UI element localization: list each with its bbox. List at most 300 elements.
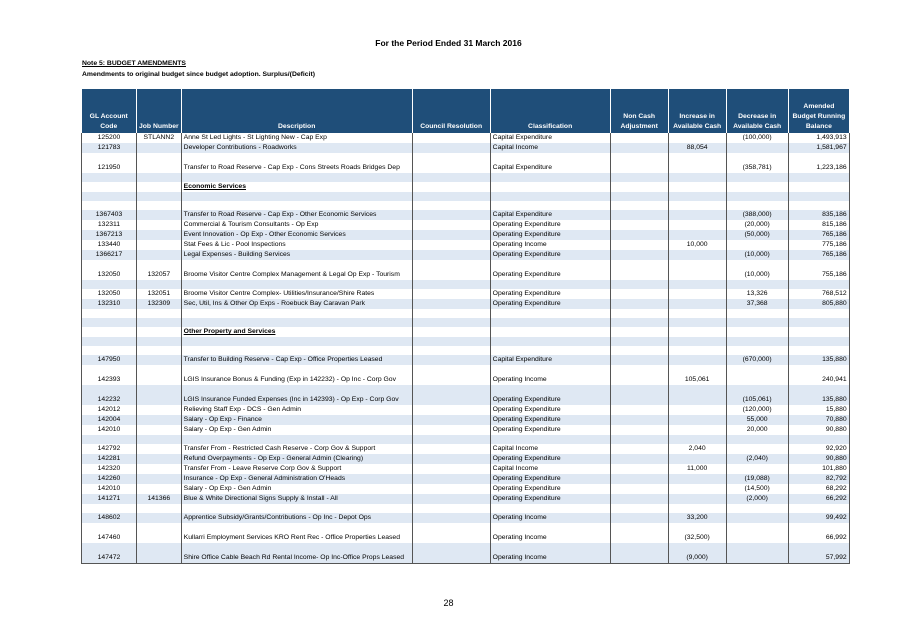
- non-cash-cell: [610, 337, 668, 346]
- balance-cell: [788, 182, 849, 192]
- non-cash-cell: [610, 355, 668, 365]
- council-resolution-cell: [412, 192, 490, 201]
- council-resolution-cell: [412, 153, 490, 173]
- council-resolution-cell: [412, 133, 490, 143]
- non-cash-cell: [610, 385, 668, 405]
- increase-cell: 33,200: [668, 513, 726, 523]
- classification-cell: [490, 435, 610, 444]
- classification-cell: Capital Income: [490, 143, 610, 153]
- classification-cell: Operating Expenditure: [490, 425, 610, 435]
- decrease-cell: (388,000): [726, 210, 788, 220]
- non-cash-cell: [610, 543, 668, 564]
- decrease-cell: [726, 513, 788, 523]
- job-number-cell: 132057: [137, 260, 182, 280]
- increase-cell: [668, 415, 726, 425]
- decrease-cell: (50,000): [726, 230, 788, 240]
- table-row: [82, 454, 850, 464]
- gl-code-cell: 142260: [82, 474, 137, 484]
- table-row: [82, 523, 850, 543]
- job-number-cell: [137, 425, 182, 435]
- increase-cell: [668, 182, 726, 192]
- table-row: [82, 385, 850, 405]
- classification-cell: [490, 280, 610, 289]
- job-number-cell: [137, 385, 182, 405]
- decrease-cell: 55,000: [726, 415, 788, 425]
- classification-cell: Operating Expenditure: [490, 405, 610, 415]
- increase-cell: [668, 173, 726, 182]
- non-cash-cell: [610, 220, 668, 230]
- classification-cell: [490, 182, 610, 192]
- council-resolution-cell: [412, 230, 490, 240]
- description-cell: Commercial & Tourism Consultants - Op Exp: [181, 220, 412, 230]
- increase-cell: [668, 309, 726, 318]
- non-cash-cell: [610, 474, 668, 484]
- non-cash-cell: [610, 405, 668, 415]
- gl-code-cell: 142320: [82, 464, 137, 474]
- section-heading-row: [82, 182, 850, 192]
- balance-cell: 99,492: [788, 513, 849, 523]
- decrease-cell: [726, 173, 788, 182]
- decrease-cell: (120,000): [726, 405, 788, 415]
- balance-cell: 135,880: [788, 385, 849, 405]
- decrease-cell: [726, 523, 788, 543]
- classification-cell: Capital Expenditure: [490, 153, 610, 173]
- classification-cell: Operating Expenditure: [490, 220, 610, 230]
- increase-cell: (32,500): [668, 523, 726, 543]
- table-row: [82, 415, 850, 425]
- description-cell: Transfer From - Leave Reserve Corp Gov & Support: [181, 464, 412, 474]
- description-cell: [181, 173, 412, 182]
- council-resolution-cell: [412, 415, 490, 425]
- non-cash-cell: [610, 210, 668, 220]
- gl-code-cell: [82, 504, 137, 513]
- description-cell: Transfer to Building Reserve - Cap Exp - Office Properties Leased: [181, 355, 412, 365]
- balance-cell: [788, 327, 849, 337]
- gl-code-cell: 147472: [82, 543, 137, 564]
- spacer-row: [82, 192, 850, 201]
- table-row: [82, 240, 850, 250]
- table-row: [82, 474, 850, 484]
- section-heading-row: [82, 327, 850, 337]
- balance-cell: 15,880: [788, 405, 849, 415]
- table-row: [82, 230, 850, 240]
- balance-cell: 66,992: [788, 523, 849, 543]
- job-number-cell: [137, 192, 182, 201]
- non-cash-cell: [610, 192, 668, 201]
- council-resolution-cell: [412, 260, 490, 280]
- job-number-cell: [137, 327, 182, 337]
- page-number: 28: [443, 598, 454, 608]
- col-classification: Classification: [490, 89, 610, 133]
- table-row: [82, 289, 850, 299]
- council-resolution-cell: [412, 494, 490, 504]
- job-number-cell: [137, 355, 182, 365]
- balance-cell: 135,880: [788, 355, 849, 365]
- description-cell: [181, 435, 412, 444]
- non-cash-cell: [610, 153, 668, 173]
- col-gl-account: GL Account Code: [82, 89, 137, 133]
- decrease-cell: (2,000): [726, 494, 788, 504]
- table-row: [82, 133, 850, 143]
- classification-cell: [490, 327, 610, 337]
- gl-code-cell: [82, 280, 137, 289]
- table-row: [82, 365, 850, 385]
- council-resolution-cell: [412, 474, 490, 484]
- non-cash-cell: [610, 133, 668, 143]
- increase-cell: [668, 210, 726, 220]
- table-row: [82, 260, 850, 280]
- balance-cell: 57,992: [788, 543, 849, 564]
- balance-cell: [788, 318, 849, 327]
- council-resolution-cell: [412, 355, 490, 365]
- job-number-cell: [137, 337, 182, 346]
- council-resolution-cell: [412, 464, 490, 474]
- job-number-cell: [137, 543, 182, 564]
- description-cell: Salary - Op Exp - Gen Admin: [181, 484, 412, 494]
- decrease-cell: 37,368: [726, 299, 788, 309]
- job-number-cell: STLANN2: [137, 133, 182, 143]
- job-number-cell: [137, 201, 182, 210]
- classification-cell: [490, 504, 610, 513]
- description-cell: Developer Contributions - Roadworks: [181, 143, 412, 153]
- decrease-cell: [726, 240, 788, 250]
- gl-code-cell: 142281: [82, 454, 137, 464]
- col-balance: Amended Budget Running Balance: [788, 89, 849, 133]
- non-cash-cell: [610, 260, 668, 280]
- gl-code-cell: 147460: [82, 523, 137, 543]
- gl-code-cell: 121950: [82, 153, 137, 173]
- col-increase: Increase in Available Cash: [668, 89, 726, 133]
- spacer-row: [82, 173, 850, 182]
- increase-cell: [668, 346, 726, 355]
- decrease-cell: [726, 318, 788, 327]
- council-resolution-cell: [412, 504, 490, 513]
- balance-cell: [788, 435, 849, 444]
- gl-code-cell: [82, 182, 137, 192]
- job-number-cell: [137, 444, 182, 454]
- increase-cell: 105,061: [668, 365, 726, 385]
- gl-code-cell: [82, 435, 137, 444]
- description-cell: [181, 504, 412, 513]
- classification-cell: Operating Expenditure: [490, 299, 610, 309]
- job-number-cell: [137, 405, 182, 415]
- classification-cell: [490, 346, 610, 355]
- council-resolution-cell: [412, 327, 490, 337]
- council-resolution-cell: [412, 220, 490, 230]
- description-cell: [181, 337, 412, 346]
- section-heading: Other Property and Services: [183, 328, 276, 335]
- classification-cell: Operating Income: [490, 523, 610, 543]
- job-number-cell: [137, 210, 182, 220]
- gl-code-cell: 132050: [82, 289, 137, 299]
- decrease-cell: 20,000: [726, 425, 788, 435]
- gl-code-cell: [82, 337, 137, 346]
- council-resolution-cell: [412, 280, 490, 289]
- increase-cell: [668, 260, 726, 280]
- description-cell: Transfer to Road Reserve - Cap Exp - Cons Streets Roads Bridges Dep: [181, 153, 412, 173]
- gl-code-cell: 1367213: [82, 230, 137, 240]
- council-resolution-cell: [412, 250, 490, 260]
- increase-cell: [668, 355, 726, 365]
- council-resolution-cell: [412, 543, 490, 564]
- non-cash-cell: [610, 494, 668, 504]
- gl-code-cell: [82, 346, 137, 355]
- description-cell: Legal Expenses - Building Services: [181, 250, 412, 260]
- classification-cell: Operating Expenditure: [490, 454, 610, 464]
- non-cash-cell: [610, 289, 668, 299]
- non-cash-cell: [610, 523, 668, 543]
- description-cell: Broome Visitor Centre Complex- Utilities/Insurance/Shire Rates: [181, 289, 412, 299]
- non-cash-cell: [610, 250, 668, 260]
- note-subtitle: Amendments to original budget since budget adoption. Surplus/(Deficit): [82, 71, 315, 78]
- description-cell: Insurance - Op Exp - General Administration O'Heads: [181, 474, 412, 484]
- classification-cell: Operating Expenditure: [490, 385, 610, 405]
- description-cell: Transfer From - Restricted Cash Reserve - Corp Gov & Support: [181, 444, 412, 454]
- table-row: [82, 210, 850, 220]
- balance-cell: [788, 346, 849, 355]
- table-row: [82, 299, 850, 309]
- council-resolution-cell: [412, 240, 490, 250]
- description-cell: LGIS Insurance Bonus & Funding (Exp in 142232) - Op Inc - Corp Gov: [181, 365, 412, 385]
- balance-cell: [788, 309, 849, 318]
- decrease-cell: [726, 192, 788, 201]
- increase-cell: [668, 153, 726, 173]
- job-number-cell: [137, 250, 182, 260]
- increase-cell: [668, 201, 726, 210]
- report-period-title: For the Period Ended 31 March 2016: [375, 38, 522, 48]
- non-cash-cell: [610, 280, 668, 289]
- classification-cell: Capital Expenditure: [490, 133, 610, 143]
- description-cell: Event Innovation - Op Exp - Other Economic Services: [181, 230, 412, 240]
- gl-code-cell: [82, 327, 137, 337]
- table-row: [82, 250, 850, 260]
- classification-cell: Capital Income: [490, 444, 610, 454]
- decrease-cell: [726, 309, 788, 318]
- job-number-cell: [137, 318, 182, 327]
- balance-cell: [788, 504, 849, 513]
- increase-cell: [668, 327, 726, 337]
- council-resolution-cell: [412, 143, 490, 153]
- job-number-cell: [137, 143, 182, 153]
- classification-cell: [490, 173, 610, 182]
- increase-cell: [668, 494, 726, 504]
- decrease-cell: [726, 143, 788, 153]
- non-cash-cell: [610, 435, 668, 444]
- balance-cell: 240,941: [788, 365, 849, 385]
- gl-code-cell: 142010: [82, 484, 137, 494]
- classification-cell: [490, 337, 610, 346]
- description-cell: LGIS Insurance Funded Expenses (Inc in 142393) - Op Exp - Corp Gov: [181, 385, 412, 405]
- council-resolution-cell: [412, 454, 490, 464]
- job-number-cell: 132051: [137, 289, 182, 299]
- gl-code-cell: 142004: [82, 415, 137, 425]
- balance-cell: [788, 173, 849, 182]
- increase-cell: 88,054: [668, 143, 726, 153]
- balance-cell: 92,920: [788, 444, 849, 454]
- description-cell: [181, 280, 412, 289]
- spacer-row: [82, 346, 850, 355]
- classification-cell: Operating Expenditure: [490, 415, 610, 425]
- non-cash-cell: [610, 318, 668, 327]
- table-row: [82, 464, 850, 474]
- decrease-cell: [726, 504, 788, 513]
- table-row: [82, 153, 850, 173]
- council-resolution-cell: [412, 299, 490, 309]
- council-resolution-cell: [412, 513, 490, 523]
- description-cell: [181, 346, 412, 355]
- spacer-row: [82, 435, 850, 444]
- description-cell: Transfer to Road Reserve - Cap Exp - Other Economic Services: [181, 210, 412, 220]
- increase-cell: [668, 280, 726, 289]
- balance-cell: [788, 201, 849, 210]
- non-cash-cell: [610, 327, 668, 337]
- job-number-cell: [137, 464, 182, 474]
- description-cell: [181, 192, 412, 201]
- col-description: Description: [181, 89, 412, 133]
- council-resolution-cell: [412, 425, 490, 435]
- non-cash-cell: [610, 504, 668, 513]
- council-resolution-cell: [412, 201, 490, 210]
- job-number-cell: [137, 173, 182, 182]
- increase-cell: [668, 454, 726, 464]
- table-row: [82, 425, 850, 435]
- description-cell: Sec, Util, Ins & Other Op Exps - Roebuck Bay Caravan Park: [181, 299, 412, 309]
- non-cash-cell: [610, 346, 668, 355]
- classification-cell: [490, 192, 610, 201]
- gl-code-cell: 125200: [82, 133, 137, 143]
- decrease-cell: (670,000): [726, 355, 788, 365]
- gl-code-cell: 147950: [82, 355, 137, 365]
- job-number-cell: [137, 240, 182, 250]
- classification-cell: Operating Expenditure: [490, 260, 610, 280]
- balance-cell: [788, 337, 849, 346]
- description-cell: Kullarri Employment Services KRO Rent Rec - Office Properties Leased: [181, 523, 412, 543]
- balance-cell: 1,581,967: [788, 143, 849, 153]
- table-row: [82, 444, 850, 454]
- job-number-cell: [137, 280, 182, 289]
- council-resolution-cell: [412, 182, 490, 192]
- section-heading: Economic Services: [183, 183, 246, 190]
- classification-cell: Capital Expenditure: [490, 210, 610, 220]
- col-council-resolution: Council Resolution: [412, 89, 490, 133]
- classification-cell: Capital Expenditure: [490, 355, 610, 365]
- decrease-cell: (10,000): [726, 250, 788, 260]
- non-cash-cell: [610, 230, 668, 240]
- table-row: [82, 143, 850, 153]
- job-number-cell: 141366: [137, 494, 182, 504]
- description-cell: Refund Overpayments - Op Exp - General Admin (Clearing): [181, 454, 412, 464]
- decrease-cell: [726, 444, 788, 454]
- increase-cell: [668, 435, 726, 444]
- increase-cell: [668, 133, 726, 143]
- decrease-cell: [726, 543, 788, 564]
- gl-code-cell: [82, 318, 137, 327]
- council-resolution-cell: [412, 346, 490, 355]
- classification-cell: Operating Income: [490, 365, 610, 385]
- council-resolution-cell: [412, 337, 490, 346]
- non-cash-cell: [610, 484, 668, 494]
- non-cash-cell: [610, 444, 668, 454]
- non-cash-cell: [610, 240, 668, 250]
- gl-code-cell: 132311: [82, 220, 137, 230]
- classification-cell: Operating Income: [490, 543, 610, 564]
- increase-cell: [668, 337, 726, 346]
- increase-cell: [668, 250, 726, 260]
- job-number-cell: [137, 153, 182, 173]
- gl-code-cell: 142232: [82, 385, 137, 405]
- job-number-cell: [137, 309, 182, 318]
- non-cash-cell: [610, 454, 668, 464]
- non-cash-cell: [610, 201, 668, 210]
- job-number-cell: [137, 220, 182, 230]
- description-cell: [181, 327, 412, 337]
- balance-cell: 835,186: [788, 210, 849, 220]
- gl-code-cell: 141271: [82, 494, 137, 504]
- job-number-cell: [137, 484, 182, 494]
- table-row: [82, 220, 850, 230]
- gl-code-cell: 142010: [82, 425, 137, 435]
- council-resolution-cell: [412, 210, 490, 220]
- council-resolution-cell: [412, 523, 490, 543]
- balance-cell: 90,880: [788, 454, 849, 464]
- gl-code-cell: [82, 309, 137, 318]
- decrease-cell: [726, 182, 788, 192]
- balance-cell: 101,880: [788, 464, 849, 474]
- description-cell: Broome Visitor Centre Complex Management & Legal Op Exp - Tourism: [181, 260, 412, 280]
- balance-cell: 1,223,186: [788, 153, 849, 173]
- description-cell: Stat Fees & Lic - Pool Inspections: [181, 240, 412, 250]
- gl-code-cell: 132310: [82, 299, 137, 309]
- description-cell: Salary - Op Exp - Gen Admin: [181, 425, 412, 435]
- increase-cell: 2,040: [668, 444, 726, 454]
- description-cell: Salary - Op Exp - Finance: [181, 415, 412, 425]
- balance-cell: 768,512: [788, 289, 849, 299]
- decrease-cell: [726, 327, 788, 337]
- gl-code-cell: [82, 192, 137, 201]
- balance-cell: [788, 280, 849, 289]
- balance-cell: 1,493,913: [788, 133, 849, 143]
- decrease-cell: [726, 346, 788, 355]
- job-number-cell: [137, 474, 182, 484]
- council-resolution-cell: [412, 484, 490, 494]
- council-resolution-cell: [412, 435, 490, 444]
- balance-cell: 82,792: [788, 474, 849, 484]
- classification-cell: Operating Expenditure: [490, 230, 610, 240]
- council-resolution-cell: [412, 318, 490, 327]
- job-number-cell: [137, 230, 182, 240]
- increase-cell: 11,000: [668, 464, 726, 474]
- note-heading: Note 5: BUDGET AMENDMENTS: [82, 60, 186, 67]
- balance-cell: 755,186: [788, 260, 849, 280]
- increase-cell: [668, 230, 726, 240]
- decrease-cell: [726, 435, 788, 444]
- classification-cell: Operating Expenditure: [490, 250, 610, 260]
- classification-cell: Capital Income: [490, 464, 610, 474]
- spacer-row: [82, 280, 850, 289]
- table-row: [82, 405, 850, 415]
- decrease-cell: [726, 464, 788, 474]
- council-resolution-cell: [412, 385, 490, 405]
- table-header-row: [82, 89, 850, 133]
- non-cash-cell: [610, 182, 668, 192]
- non-cash-cell: [610, 173, 668, 182]
- job-number-cell: [137, 415, 182, 425]
- gl-code-cell: 133440: [82, 240, 137, 250]
- council-resolution-cell: [412, 309, 490, 318]
- balance-cell: 765,186: [788, 230, 849, 240]
- gl-code-cell: 142012: [82, 405, 137, 415]
- decrease-cell: (2,040): [726, 454, 788, 464]
